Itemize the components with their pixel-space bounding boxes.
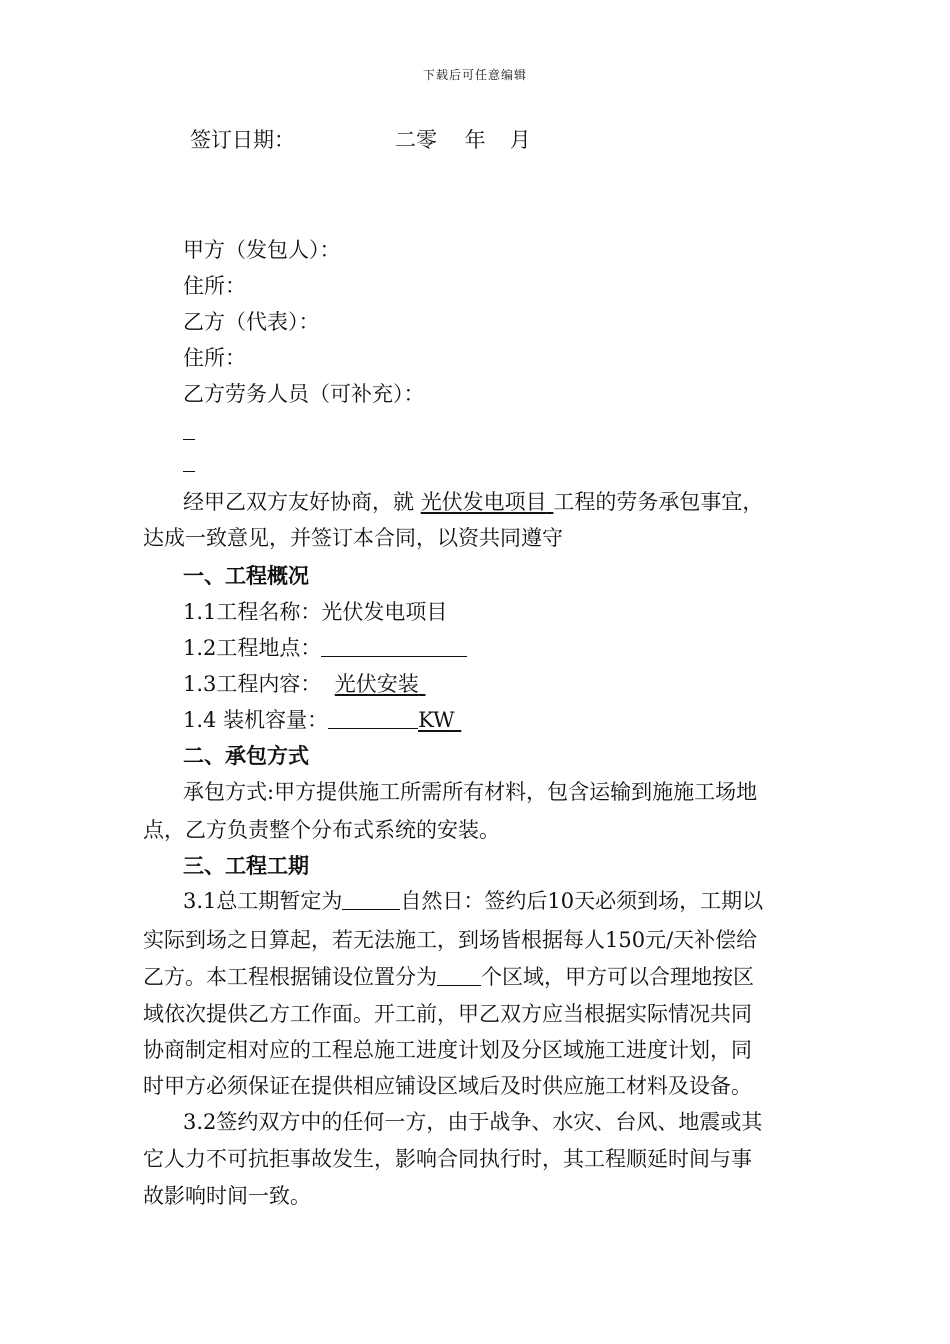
section-3-p1-line-1 — [183, 885, 763, 915]
section-3-p1-line-3 — [143, 961, 754, 991]
sign-date-label: 签订日期： — [190, 128, 295, 152]
item-1-4 — [183, 704, 461, 734]
section-2-title: 二、承包方式 — [183, 743, 309, 768]
item-label: 1.4 装机容量： — [183, 708, 329, 732]
party-b-address: 住所： — [183, 346, 246, 370]
item-1-3 — [183, 668, 425, 698]
para-text: 个区域，甲方可以合理地按区 — [481, 965, 754, 989]
fill-blank — [342, 889, 400, 910]
para-text: 3.1总工期暂定为 — [183, 889, 343, 913]
party-a: 甲方（发包人）： — [183, 238, 341, 262]
intro-project: 光伏发电项目 — [420, 490, 547, 514]
party-b-labor: 乙方劳务人员（可补充）： — [183, 382, 425, 406]
fill-blank — [321, 636, 467, 657]
sign-date-row — [190, 124, 531, 154]
page-header: 下载后可任意编辑 — [422, 68, 527, 82]
section-3-p1-line-5: 协商制定相对应的工程总施工进度计划及分区域施工进度计划，同 — [143, 1038, 752, 1062]
intro-text: 经甲乙双方友好协商，就 — [183, 490, 414, 514]
section-3-p1-line-4: 域依次提供乙方工作面。开工前，甲乙双方应当根据实际情况共同 — [143, 1002, 752, 1026]
item-label: 1.1工程名称： — [183, 600, 322, 624]
section-2-line-2: 点，乙方负责整个分布式系统的安装。 — [143, 818, 500, 842]
intro-line-1 — [183, 486, 763, 516]
item-value: 光伏安装 — [334, 672, 419, 696]
sign-date-month: 月 — [509, 128, 531, 152]
party-a-address: 住所： — [183, 274, 246, 298]
item-label: 1.3工程内容： — [183, 672, 322, 696]
section-3-p2-line-2: 它人力不可抗拒事故发生，影响合同执行时，其工程顺延时间与事 — [143, 1147, 752, 1171]
para-text: 乙方。本工程根据铺设位置分为 — [143, 965, 437, 989]
section-3-p1-line-6: 时甲方必须保证在提供相应铺设区域后及时供应施工材料及设备。 — [143, 1074, 752, 1098]
blank-line — [183, 471, 195, 472]
intro-text: 工程的劳务承包事宜， — [553, 490, 764, 514]
section-3-title: 三、工程工期 — [183, 853, 309, 878]
item-1-2 — [183, 632, 467, 662]
item-1-1 — [183, 596, 447, 626]
item-value: 光伏发电项目 — [321, 600, 448, 624]
section-3-p2-line-3: 故影响时间一致。 — [143, 1184, 311, 1208]
blank-line — [183, 439, 195, 440]
party-b: 乙方（代表）： — [183, 310, 320, 334]
intro-line-2: 达成一致意见，并签订本合同，以资共同遵守 — [143, 526, 563, 550]
section-1-title: 一、工程概况 — [183, 563, 309, 588]
item-unit: KW — [418, 708, 455, 732]
para-text: 自然日：签约后10天必须到场，工期以 — [400, 889, 764, 913]
sign-date-year: 二零 年 — [395, 128, 486, 152]
section-3-p2-line-1: 3.2签约双方中的任何一方，由于战争、水灾、台风、地震或其 — [183, 1110, 763, 1134]
item-label: 1.2工程地点： — [183, 636, 322, 660]
section-2-line-1: 承包方式:甲方提供施工所需所有材料，包含运输到施施工场地 — [183, 780, 758, 804]
fill-blank — [437, 965, 481, 986]
section-3-p1-line-2: 实际到场之日算起，若无法施工，到场皆根据每人150元/天补偿给 — [143, 928, 758, 952]
